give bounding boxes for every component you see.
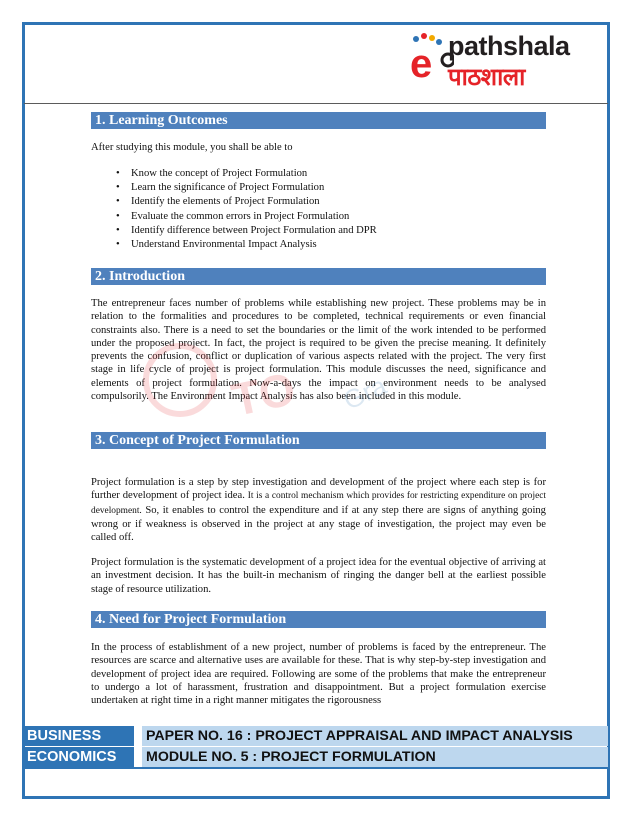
bullet-icon: • (116, 210, 120, 222)
footer-separator (134, 726, 142, 767)
epathshala-logo (404, 31, 604, 89)
footer-module-title: MODULE NO. 5 : PROJECT FORMULATION (142, 747, 608, 767)
footer-subject-line2: ECONOMICS (24, 747, 134, 767)
bullet-icon: • (116, 168, 120, 179)
concept-text-a: Project formulation is a step by step investigation and development of the project where each step is for further development of project idea. (91, 477, 546, 502)
svg-text:e: e (410, 42, 433, 86)
logo-text-devanagari: पाठशाला (448, 63, 525, 91)
list-item-text: Evaluate the common errors in Project Formulation (131, 210, 350, 222)
list-item (91, 224, 546, 238)
concept-paragraph-2: Project formulation is the systematic development of a project idea for the eventual objective of arriving at an investment decision. It has the built-in mechanism of ringing the danger bell at the earliest possible stage of resource utilization. (91, 557, 546, 595)
watermark-graphic (110, 320, 470, 430)
bullet-icon: • (116, 224, 120, 236)
list-item-text: Know the concept of Project Formulation (131, 168, 308, 179)
list-item (91, 195, 546, 209)
section-heading-concept: 3. Concept of Project Formulation (91, 432, 546, 449)
list-item-text: Identify difference between Project Formulation and DPR (131, 224, 377, 236)
list-item (91, 181, 546, 195)
bullet-icon: • (116, 239, 120, 251)
list-item-text: Learn the significance of Project Formulation (131, 182, 325, 194)
learning-outcomes-list (91, 167, 546, 252)
footer-subject-line1: BUSINESS (24, 726, 134, 746)
learning-intro: After studying this module, you shall be able to (91, 142, 293, 153)
section-heading-learning-outcomes: 1. Learning Outcomes (91, 112, 546, 129)
bullet-icon: • (116, 182, 120, 194)
section-heading-introduction: 2. Introduction (91, 268, 546, 285)
svg-text:TO: TO (227, 362, 300, 426)
svg-text:Gra: Gra (338, 370, 391, 416)
list-item (91, 167, 546, 181)
bullet-icon: • (116, 196, 120, 208)
list-item-text: Identify the elements of Project Formulation (131, 196, 320, 208)
epathshala-logo-icon (404, 31, 454, 89)
page-footer (24, 726, 608, 768)
concept-paragraph-1 (91, 476, 546, 544)
list-item (91, 238, 546, 252)
footer-paper-title: PAPER NO. 16 : PROJECT APPRAISAL AND IMPACT ANALYSIS (142, 726, 608, 746)
list-item-text: Understand Environmental Impact Analysis (131, 239, 317, 251)
introduction-paragraph: The entrepreneur faces number of problems while establishing new project. These problems may be in relation to the formalities and procedures to be completed, technical requirements or even financial constraints also. There is a need to set the boundaries or the limit of the work intended to be performed under the proposed project. In fact, the project is required to be given the precise meaning. It definitely prevents the confusion, conflict or duplication of various aspects related with the project. The very first stage in life cycle of project is project formulation. This module discusses the need, significance and elements of project formulation. Now-a-days the impact on environment needs to be analysed compulsorily. The Environment Impact Analysis has also been included in this module. (91, 298, 546, 403)
section-heading-need: 4. Need for Project Formulation (91, 611, 546, 628)
need-paragraph: In the process of establishment of a new project, number of problems is faced by the entrepreneur. The resources are scarce and alternative uses are available for these. That is why step-by-step investigation and development of project idea are required. Following are some of the problems that make the entrepreneur to undergo a lot of harassment, frustration and disappointment. But a project formulation exercise undertaken at right time in a right manner mitigates the rigorousness (91, 642, 546, 707)
footer-rule (24, 767, 608, 769)
logo-text-latin: pathshala (448, 31, 570, 61)
header-rule (24, 103, 608, 104)
list-item (91, 210, 546, 224)
concept-text-b: It is a control mechanism which provides for restricting expenditure on project development. (91, 491, 546, 516)
concept-text-c: So, it enables to control the expenditure and if at any step there are signs of anything going wrong or if weakness is observed in the project at any stage of investigation, the project may even be called off. (91, 504, 546, 544)
